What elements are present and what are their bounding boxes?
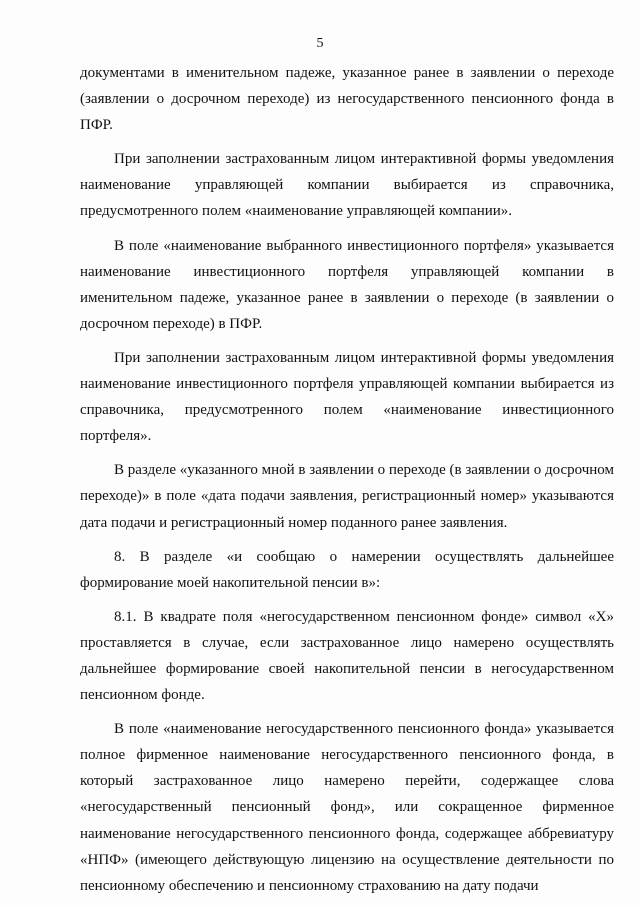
paragraph: В разделе «указанного мной в заявлении о переходе (в заявлении о досрочном переходе)» в поле «дата подачи заявления, регистрационный номер» указываются дата подачи и регистрационный номер поданного ранее заявления. [80,462,615,531]
paragraph: При заполнении застрахованным лицом интерактивной формы уведомления наименование инвестиционного портфеля управляющей компании выбирается из справочника, предусмотренного полем «наименование инвестиционного портфеля». [80,349,614,445]
document-body [80,60,614,907]
paragraph-section-8-1: 8.1. В квадрате поля «негосударственном пенсионном фонде» символ «X» проставляется в случае, если застрахованное лицо намерено осуществлять дальнейшее формирование своей накопительной пенсии в негосударственном пенсионном фонде. [80,608,614,704]
paragraph-section-8: 8. В разделе «и сообщаю о намерении осуществлять дальнейшее формирование моей накопительной пенсии в»: [80,548,614,591]
paragraph-continuation: документами в именительном падеже, указанное ранее в заявлении о переходе (заявлении о досрочном переходе) из негосударственного пенсионного фонда в ПФР. [80,65,614,134]
paragraph: В поле «наименование выбранного инвестиционного портфеля» указывается наименование инвестиционного портфеля управляющей компании в именительном падеже, указанное ранее в заявлении о переходе (в заявлении о досрочном переходе) в ПФР. [80,237,614,332]
page-number: 5 [316,36,324,51]
paragraph: В поле «наименование негосударственного пенсионного фонда» указывается полное фирменное наименование негосударственного пенсионного фонда, в который застрахованное лицо намерено перейти, содержащее слова «негосударственный пенсионный фонд», или сокращенное фирменное наименование негосударственного пенсионного фонда, содержащее аббревиатуру «НПФ» (имеющего действующую лицензию на осуществление деятельности по пенсионному обеспечению и пенсионному страхованию на дату подачи [80,721,614,894]
paragraph: При заполнении застрахованным лицом интерактивной формы уведомления наименование управляющей компании выбирается из справочника, предусмотренного полем «наименование управляющей компании». [80,151,614,220]
